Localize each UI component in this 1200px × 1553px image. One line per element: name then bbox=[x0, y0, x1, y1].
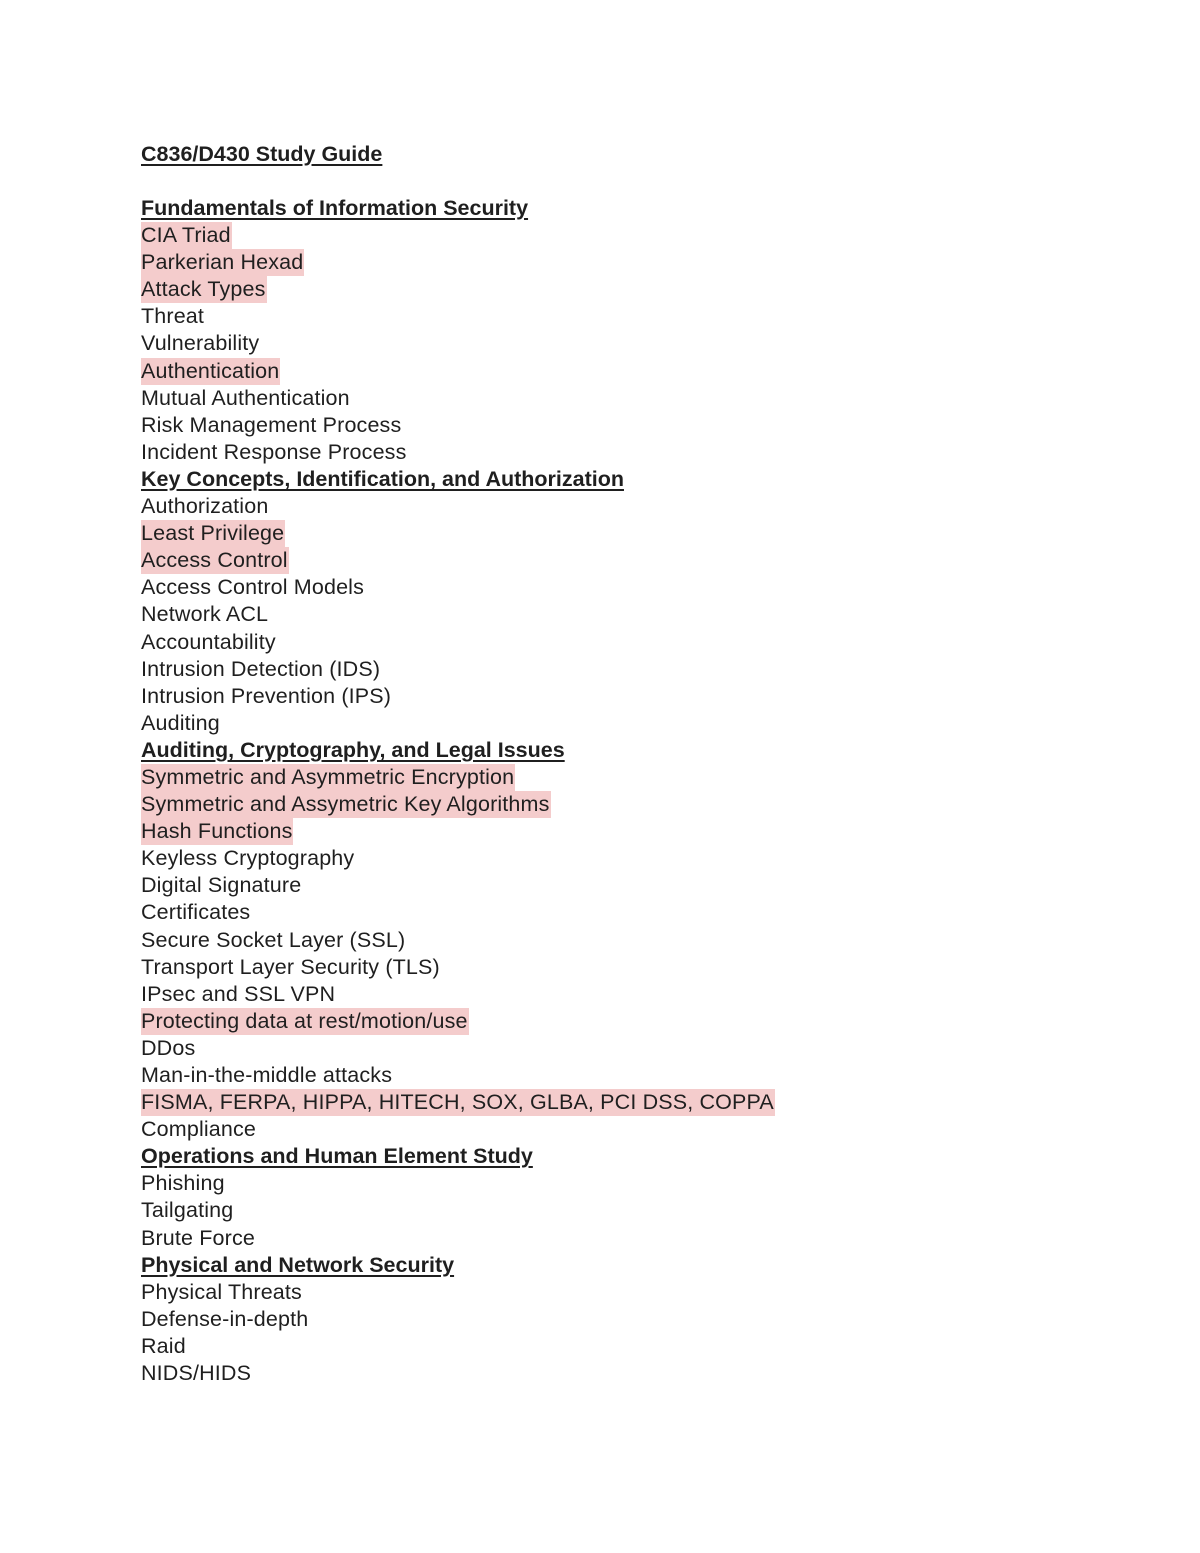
topic-item-text: Intrusion Prevention (IPS) bbox=[141, 683, 392, 708]
topic-item-text: Parkerian Hexad bbox=[141, 250, 304, 275]
topic-item bbox=[141, 1333, 1101, 1360]
topic-item-text: Attack Types bbox=[141, 277, 266, 302]
topic-item bbox=[141, 656, 1101, 683]
topic-item bbox=[141, 1035, 1101, 1062]
topic-item bbox=[141, 1360, 1101, 1387]
section-heading bbox=[141, 737, 1101, 764]
topic-item-text: Threat bbox=[141, 304, 205, 329]
highlighted-topic-item bbox=[141, 520, 1101, 547]
document-page bbox=[141, 141, 1101, 1387]
topic-item-text: Phishing bbox=[141, 1171, 225, 1196]
topic-item-text: Secure Socket Layer (SSL) bbox=[141, 927, 406, 952]
highlighted-topic-item bbox=[141, 764, 1101, 791]
topic-item-text: Protecting data at rest/motion/use bbox=[141, 1008, 468, 1033]
topic-item-text: Certificates bbox=[141, 900, 251, 925]
topic-item bbox=[141, 1225, 1101, 1252]
topic-item bbox=[141, 303, 1101, 330]
topic-item-text: Digital Signature bbox=[141, 873, 302, 898]
topic-item-text: CIA Triad bbox=[141, 223, 231, 248]
topic-item bbox=[141, 439, 1101, 466]
topic-item bbox=[141, 629, 1101, 656]
topic-item bbox=[141, 1170, 1101, 1197]
topic-item bbox=[141, 1279, 1101, 1306]
topic-item bbox=[141, 927, 1101, 954]
topic-item-text: Incident Response Process bbox=[141, 439, 407, 464]
topic-item-text: Tailgating bbox=[141, 1198, 234, 1223]
topic-item-text: Accountability bbox=[141, 629, 276, 654]
topic-item-text: FISMA, FERPA, HIPPA, HITECH, SOX, GLBA, PCI DSS, COPPA bbox=[141, 1090, 774, 1115]
topic-item-text: Access Control bbox=[141, 548, 288, 573]
topic-item bbox=[141, 601, 1101, 628]
topic-item-text: Intrusion Detection (IDS) bbox=[141, 656, 381, 681]
section-heading-text: Key Concepts, Identification, and Authorization bbox=[141, 466, 624, 491]
topic-item bbox=[141, 872, 1101, 899]
topic-item bbox=[141, 1306, 1101, 1333]
highlighted-topic-item bbox=[141, 547, 1101, 574]
topic-item bbox=[141, 954, 1101, 981]
highlighted-topic-item bbox=[141, 222, 1101, 249]
topic-item-text: Hash Functions bbox=[141, 819, 293, 844]
highlighted-topic-item bbox=[141, 791, 1101, 818]
topic-item bbox=[141, 1062, 1101, 1089]
blank-line bbox=[141, 168, 1101, 195]
highlighted-topic-item bbox=[141, 818, 1101, 845]
topic-item-text: DDos bbox=[141, 1035, 196, 1060]
highlighted-topic-item bbox=[141, 1008, 1101, 1035]
topic-item bbox=[141, 574, 1101, 601]
section-heading-text: Fundamentals of Information Security bbox=[141, 196, 529, 220]
highlighted-topic-item bbox=[141, 358, 1101, 385]
topic-item-text: Keyless Cryptography bbox=[141, 846, 355, 871]
topic-item bbox=[141, 981, 1101, 1008]
topic-item bbox=[141, 385, 1101, 412]
section-heading bbox=[141, 1143, 1101, 1170]
topic-item bbox=[141, 899, 1101, 926]
topic-item bbox=[141, 683, 1101, 710]
topic-item-text: Network ACL bbox=[141, 602, 269, 627]
section-heading bbox=[141, 195, 1101, 222]
highlighted-topic-item bbox=[141, 249, 1101, 276]
section-heading bbox=[141, 1252, 1101, 1279]
topic-item-text: Physical Threats bbox=[141, 1279, 302, 1304]
section-heading-text: Operations and Human Element Study bbox=[141, 1144, 533, 1169]
topic-item-text: Auditing bbox=[141, 710, 220, 735]
topic-item-text: Vulnerability bbox=[141, 331, 260, 356]
sections-container bbox=[141, 195, 1101, 1387]
topic-item-text: Authorization bbox=[141, 494, 269, 519]
topic-item-text: Man-in-the-middle attacks bbox=[141, 1063, 393, 1087]
topic-item-text: Symmetric and Asymmetric Encryption bbox=[141, 764, 515, 789]
topic-item bbox=[141, 493, 1101, 520]
topic-item-text: Least Privilege bbox=[141, 521, 285, 546]
highlighted-topic-item bbox=[141, 276, 1101, 303]
section-heading-text: Auditing, Cryptography, and Legal Issues bbox=[141, 737, 565, 762]
topic-item-text: Symmetric and Assymetric Key Algorithms bbox=[141, 792, 550, 817]
section-heading-text: Physical and Network Security bbox=[141, 1252, 455, 1277]
topic-item-text: Transport Layer Security (TLS) bbox=[141, 954, 440, 979]
topic-item bbox=[141, 1116, 1101, 1143]
topic-item-text: Defense-in-depth bbox=[141, 1306, 309, 1331]
topic-item-text: Compliance bbox=[141, 1117, 257, 1142]
section-heading bbox=[141, 466, 1101, 493]
topic-item-text: NIDS/HIDS bbox=[141, 1361, 252, 1386]
topic-item-text: Risk Management Process bbox=[141, 412, 402, 437]
topic-item-text: Authentication bbox=[141, 358, 280, 383]
topic-item bbox=[141, 1197, 1101, 1224]
highlighted-topic-item bbox=[141, 1089, 1101, 1116]
document-title: C836/D430 Study Guide bbox=[141, 142, 383, 166]
topic-item-text: Mutual Authentication bbox=[141, 385, 350, 410]
topic-item-text: Raid bbox=[141, 1333, 186, 1358]
topic-item bbox=[141, 845, 1101, 872]
topic-item-text: Access Control Models bbox=[141, 575, 365, 600]
topic-item bbox=[141, 710, 1101, 737]
topic-item-text: IPsec and SSL VPN bbox=[141, 981, 336, 1006]
topic-item-text: Brute Force bbox=[141, 1225, 255, 1250]
topic-item bbox=[141, 412, 1101, 439]
topic-item bbox=[141, 330, 1101, 357]
